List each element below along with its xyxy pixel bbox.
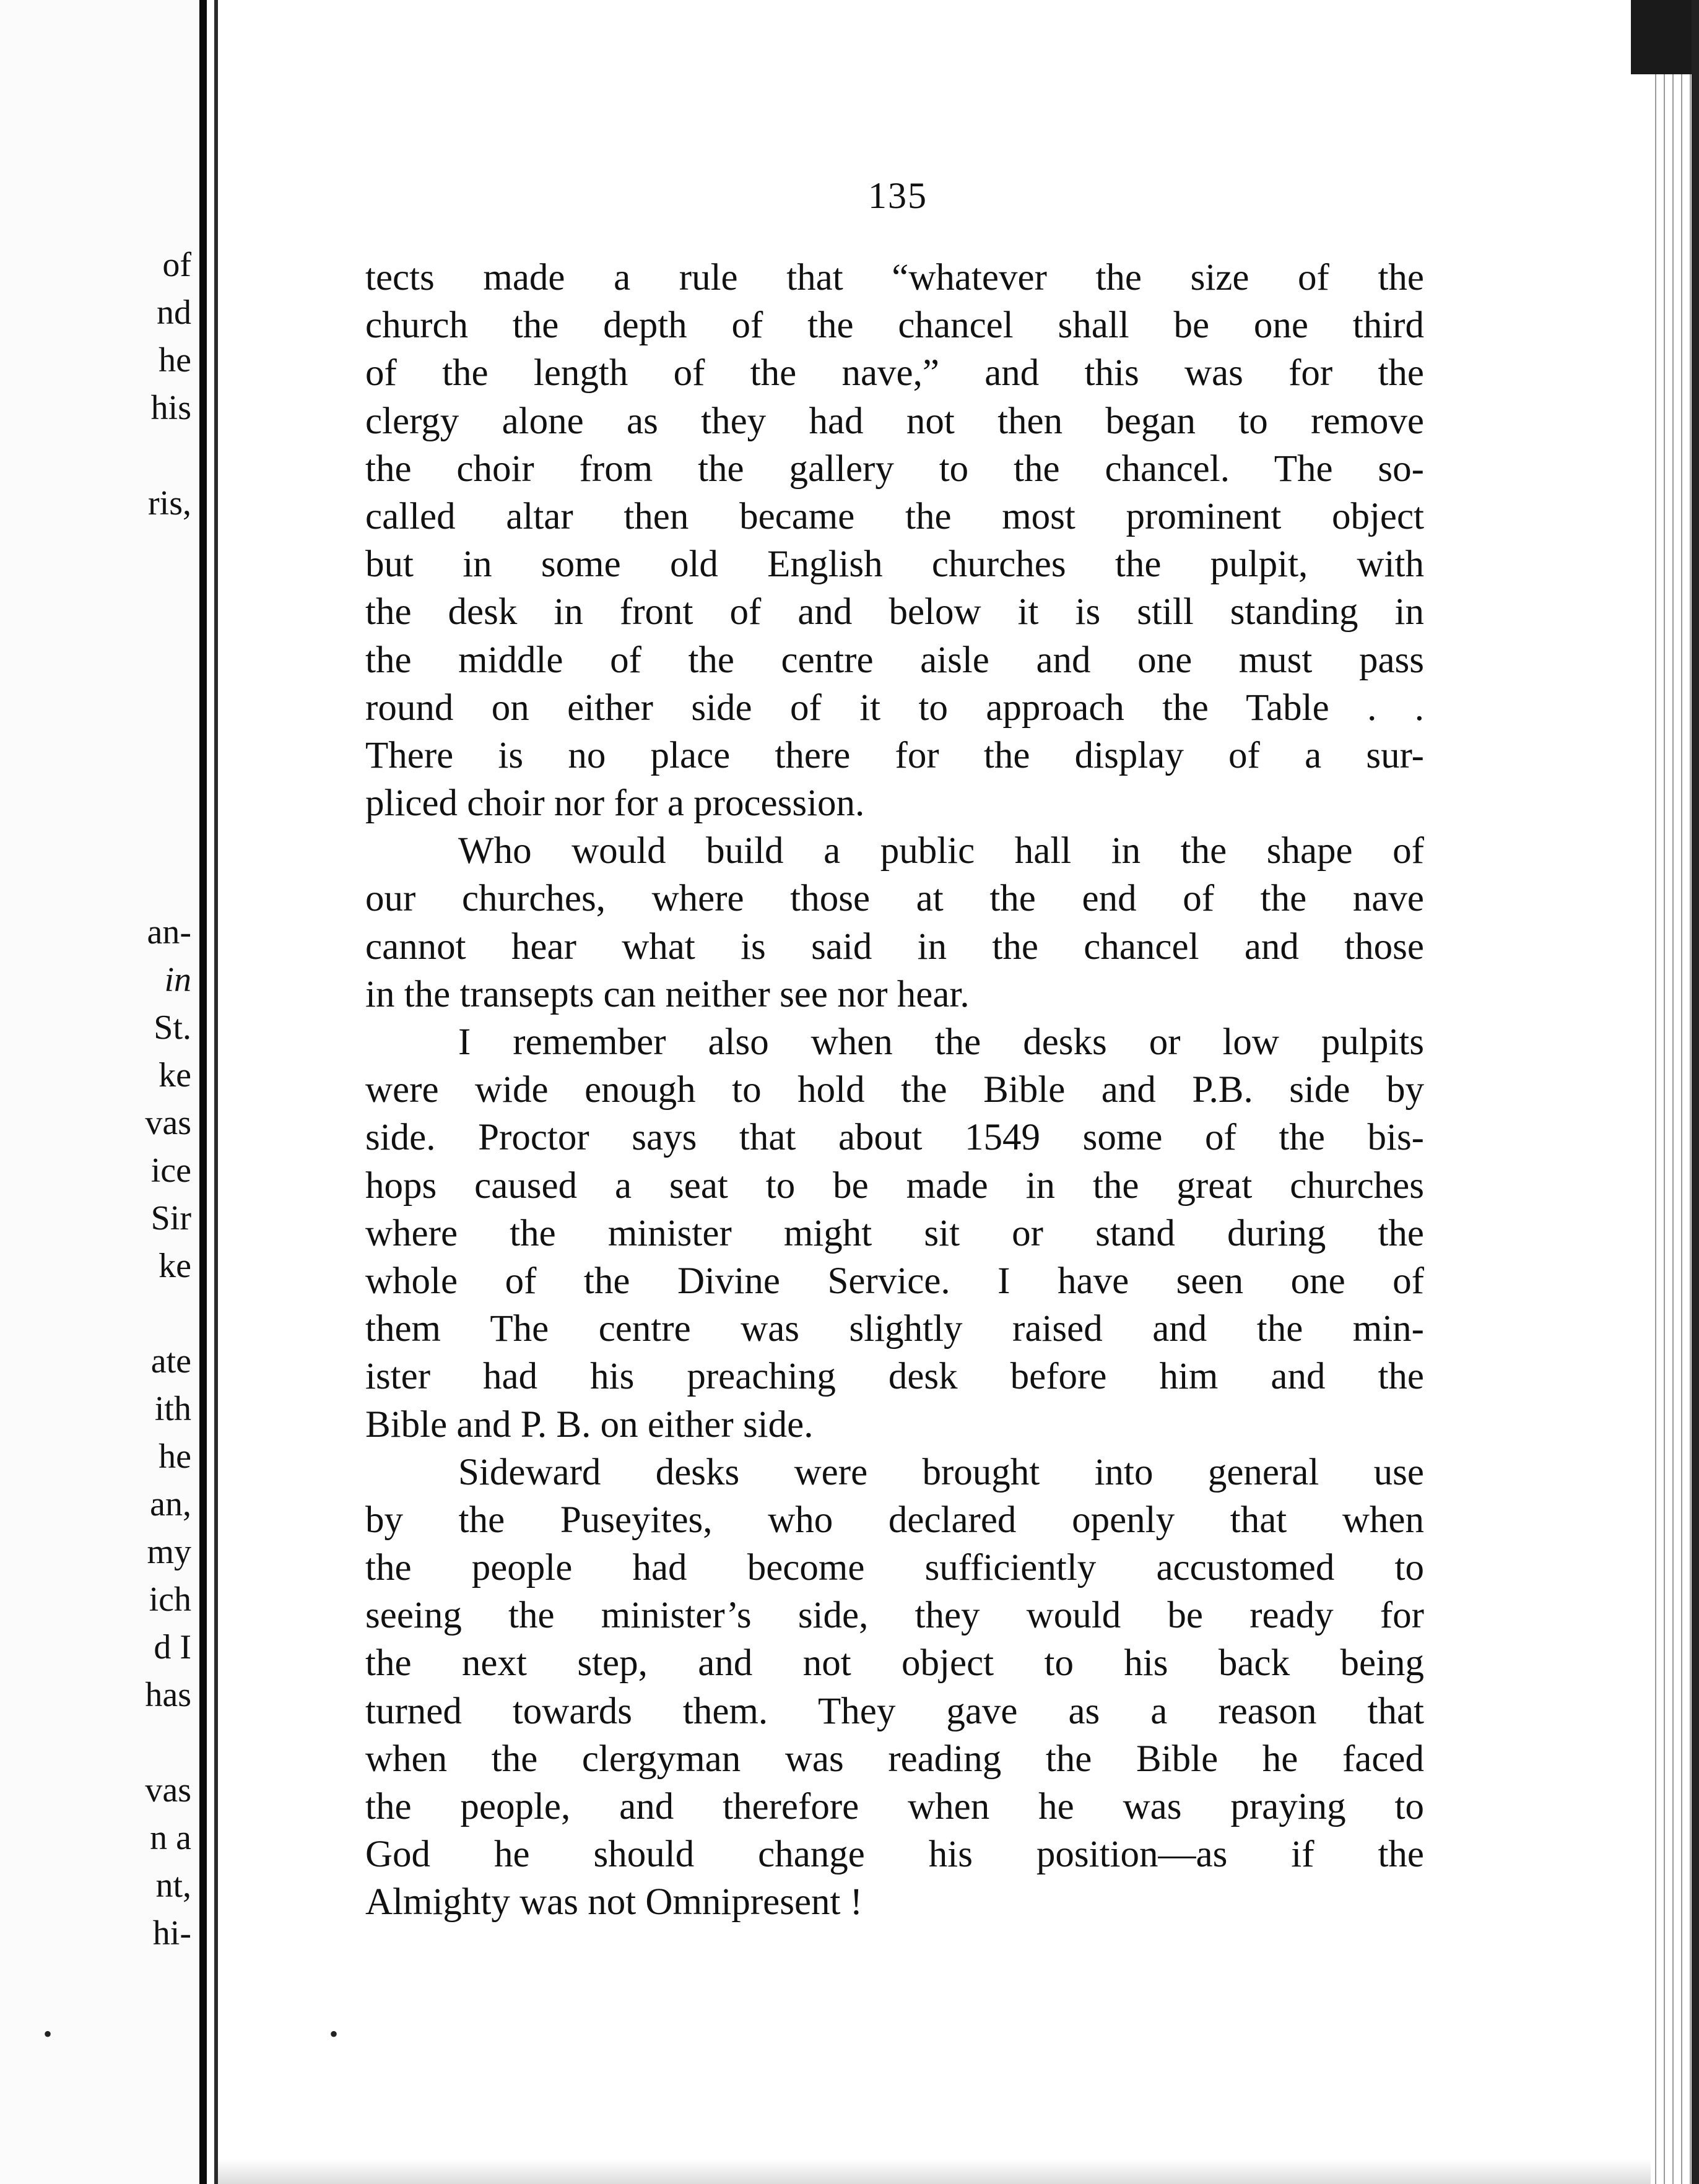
left-page-line: his: [150, 389, 191, 427]
text-line: seeing the minister’s side, they would be ready for: [365, 1595, 1424, 1637]
left-page-line: [6, 670, 191, 718]
left-page-line: [6, 861, 191, 909]
left-page-line: in: [164, 961, 191, 999]
text-line: our churches, where those at the end of the nave: [365, 878, 1424, 920]
left-page-line: [6, 1719, 191, 1767]
left-page-line: my: [147, 1533, 191, 1571]
text-line: the next step, and not object to his back being: [365, 1642, 1424, 1684]
left-page-line: nd: [157, 293, 191, 332]
text-line: hops caused a seat to be made in the great churches: [365, 1164, 1424, 1207]
left-page-line: ice: [150, 1151, 191, 1190]
text-line: of the length of the nave,” and this was for the: [365, 352, 1424, 394]
left-page-line: [6, 1290, 191, 1338]
left-page-text: [6, 241, 191, 1957]
text-line: turned towards them. They gave as a reason that: [365, 1690, 1424, 1732]
text-line: the people had become sufficiently accustomed to: [365, 1547, 1424, 1589]
text-line: the middle of the centre aisle and one must pass: [365, 639, 1424, 681]
body-text: [365, 254, 1424, 1926]
left-page-line: vas: [145, 1771, 191, 1809]
left-page-line: ke: [159, 1056, 191, 1094]
left-page-line: an,: [150, 1485, 191, 1523]
text-line: church the depth of the chancel shall be one third: [365, 305, 1424, 347]
page-right-border: [1692, 0, 1699, 2184]
left-page-line: hi-: [152, 1914, 191, 1952]
left-page-line: nt,: [155, 1866, 191, 1905]
text-line: round on either side of it to approach the Table . .: [365, 687, 1424, 729]
page-number: 135: [868, 175, 928, 216]
left-page-line: [6, 432, 191, 480]
page-corner-shadow: [1631, 0, 1699, 74]
left-page-line: ris,: [148, 484, 191, 522]
text-line: by the Puseyites, who declared openly that when: [365, 1499, 1424, 1541]
left-page-line: he: [159, 1437, 191, 1476]
text-line: I remember also when the desks or low pulpits: [458, 1021, 1424, 1063]
left-page-fragment: [0, 0, 201, 2184]
left-page-line: ich: [149, 1580, 191, 1619]
text-line: tects made a rule that “whatever the size of the: [365, 257, 1424, 298]
text-line: ister had his preaching desk before him and the: [365, 1356, 1424, 1398]
text-line: Who would build a public hall in the shape of: [458, 830, 1424, 872]
text-line: God he should change his position—as if the: [365, 1834, 1424, 1876]
text-line: cannot hear what is said in the chancel and those: [365, 925, 1424, 968]
left-page-line: [6, 527, 191, 575]
text-line: them The centre was slightly raised and the min-: [365, 1308, 1424, 1350]
text-line: Almighty was not Omnipresent !: [365, 1881, 863, 1923]
left-page-line: ate: [150, 1342, 191, 1380]
text-line: whole of the Divine Service. I have seen one of: [365, 1260, 1424, 1302]
page-bottom-shadow: [218, 2159, 1651, 2184]
text-line: the choir from the gallery to the chancel. The so-: [365, 448, 1424, 490]
left-page-line: [6, 813, 191, 861]
gutter-edge: [214, 0, 218, 2184]
ink-speck: •: [329, 2020, 339, 2048]
text-line: called altar then became the most prominent object: [365, 495, 1424, 537]
gutter-shadow: [199, 0, 207, 2184]
left-page-line: n a: [150, 1819, 191, 1857]
left-page-line: of: [162, 246, 191, 284]
left-page-line: [6, 623, 191, 670]
text-line: There is no place there for the display of a sur-: [365, 734, 1424, 776]
text-line: the desk in front of and below it is still standing in: [365, 591, 1424, 633]
left-page-line: [6, 766, 191, 813]
text-line: in the transepts can neither see nor hear.: [365, 973, 970, 1015]
left-page-line: he: [159, 341, 191, 379]
ink-speck: •: [43, 2020, 53, 2048]
left-page-line: [6, 718, 191, 766]
text-line: but in some old English churches the pulpit, with: [365, 544, 1424, 586]
left-page-line: has: [145, 1676, 191, 1714]
left-page-line: St.: [154, 1008, 191, 1047]
left-page-line: d I: [154, 1628, 191, 1666]
left-page-line: ith: [154, 1390, 191, 1428]
left-page-line: [6, 575, 191, 623]
text-line: side. Proctor says that about 1549 some of the bis-: [365, 1117, 1424, 1159]
text-line: were wide enough to hold the Bible and P.B. side by: [365, 1069, 1424, 1111]
left-page-line: ke: [159, 1247, 191, 1285]
text-line: the people, and therefore when he was praying to: [365, 1786, 1424, 1827]
text-line: clergy alone as they had not then began to remove: [365, 400, 1424, 442]
text-line: where the minister might sit or stand during the: [365, 1212, 1424, 1254]
left-page-line: vas: [145, 1104, 191, 1142]
left-page-line: an-: [147, 913, 191, 951]
left-page-line: Sir: [150, 1199, 191, 1237]
text-line: pliced choir nor for a procession.: [365, 782, 865, 825]
text-line: Sideward desks were brought into general use: [458, 1451, 1424, 1493]
text-line: Bible and P. B. on either side.: [365, 1403, 814, 1445]
text-line: when the clergyman was reading the Bible he faced: [365, 1738, 1424, 1780]
